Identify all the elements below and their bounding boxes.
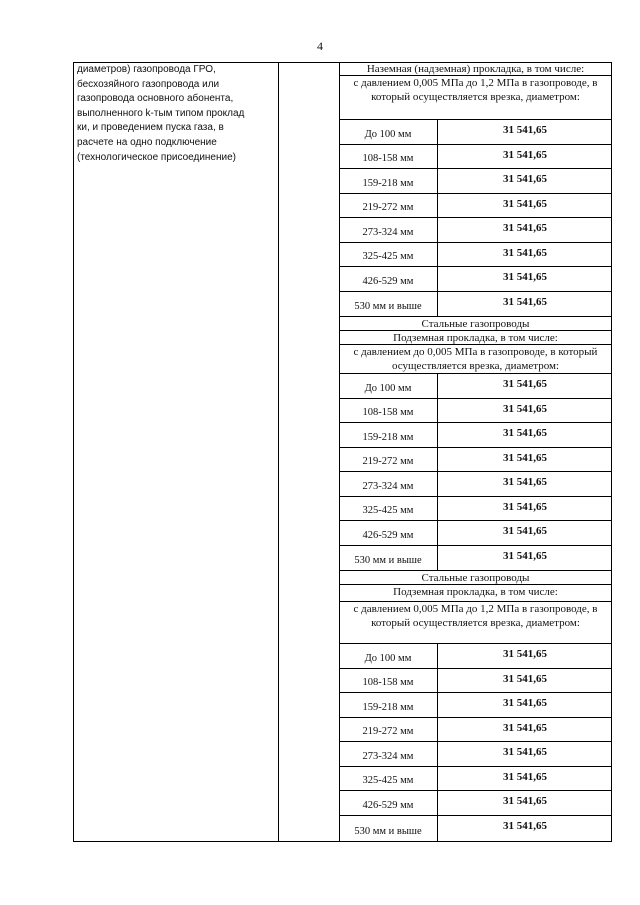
diameter-cell: 530 мм и выше — [339, 816, 438, 842]
table-row — [339, 693, 612, 718]
table-row — [339, 497, 612, 521]
table-row — [339, 399, 612, 423]
price-cell: 31 541,65 — [503, 296, 547, 308]
price-cell: 31 541,65 — [503, 403, 547, 415]
table-row — [339, 644, 612, 669]
price-cell: 31 541,65 — [503, 820, 547, 832]
section-heading-row: Наземная (надземная) прокладка, в том числе: — [339, 62, 612, 76]
diameter-cell: 219-272 мм — [339, 718, 438, 741]
price-cell: 31 541,65 — [503, 795, 547, 807]
price-cell: 31 541,65 — [503, 271, 547, 283]
price-cell: 31 541,65 — [503, 722, 547, 734]
table-row — [339, 194, 612, 218]
section-heading-row: с давлением 0,005 МПа до 1,2 МПа в газопроводе, в который осуществляется врезка, диаметром: — [339, 76, 612, 120]
description-line: ки, и проведением пуска газа, в — [77, 122, 224, 134]
diameter-cell: 108-158 мм — [339, 669, 438, 692]
diameter-cell: 159-218 мм — [339, 423, 438, 447]
description-line: выполненного k-тым типом проклад — [77, 107, 245, 119]
table-row — [339, 267, 612, 292]
page-number: 4 — [317, 39, 323, 53]
table-row — [339, 472, 612, 497]
price-cell: 31 541,65 — [503, 124, 547, 136]
table-row — [339, 767, 612, 791]
table-row — [339, 374, 612, 399]
description-line: расчете на одно подключение — [77, 136, 217, 148]
diameter-cell: 108-158 мм — [339, 399, 438, 422]
diameter-cell: 159-218 мм — [339, 693, 438, 717]
diameter-cell: 325-425 мм — [339, 497, 438, 520]
diameter-cell: 426-529 мм — [339, 791, 438, 815]
diameter-cell: 426-529 мм — [339, 267, 438, 291]
section-heading-row: с давлением 0,005 МПа до 1,2 МПа в газопроводе, в который осуществляется врезка, диаметром: — [339, 602, 612, 644]
diameter-cell: До 100 мм — [339, 644, 438, 668]
table-row — [339, 120, 612, 145]
diameter-cell: 530 мм и выше — [339, 292, 438, 316]
price-cell: 31 541,65 — [503, 501, 547, 513]
table-row — [339, 292, 612, 317]
diameter-cell: 426-529 мм — [339, 521, 438, 545]
column-divider-1 — [278, 62, 279, 842]
description-line: (технологическое присоединение) — [77, 151, 236, 163]
diameter-cell: До 100 мм — [339, 374, 438, 398]
price-cell: 31 541,65 — [503, 427, 547, 439]
table-row — [339, 145, 612, 169]
price-cell: 31 541,65 — [503, 149, 547, 161]
price-cell: 31 541,65 — [503, 222, 547, 234]
table-row — [339, 423, 612, 448]
table-row — [339, 718, 612, 742]
price-cell: 31 541,65 — [503, 648, 547, 660]
description-line: бесхозяйного газопровода или — [77, 78, 220, 90]
diameter-cell: 325-425 мм — [339, 767, 438, 790]
price-cell: 31 541,65 — [503, 746, 547, 758]
diameter-cell: 108-158 мм — [339, 145, 438, 168]
service-description — [77, 63, 277, 165]
description-line: газопровода основного абонента, — [77, 93, 234, 105]
section-heading-row: Подземная прокладка, в том числе: — [339, 331, 612, 345]
price-cell: 31 541,65 — [503, 452, 547, 464]
table-row — [339, 521, 612, 546]
diameter-cell: До 100 мм — [339, 120, 438, 144]
table-row — [339, 218, 612, 243]
table-row — [339, 546, 612, 571]
price-cell: 31 541,65 — [503, 771, 547, 783]
diameter-cell: 530 мм и выше — [339, 546, 438, 570]
table-row — [339, 448, 612, 472]
section-heading-row: Стальные газопроводы — [339, 317, 612, 331]
diameter-cell: 273-324 мм — [339, 742, 438, 766]
price-cell: 31 541,65 — [503, 198, 547, 210]
price-cell: 31 541,65 — [503, 550, 547, 562]
table-row — [339, 243, 612, 267]
description-line: диаметров) газопровода ГРО, — [77, 64, 216, 75]
price-cell: 31 541,65 — [503, 476, 547, 488]
diameter-cell: 273-324 мм — [339, 218, 438, 242]
table-row — [339, 791, 612, 816]
price-cell: 31 541,65 — [503, 247, 547, 259]
price-cell: 31 541,65 — [503, 673, 547, 685]
section-heading-row: Стальные газопроводы — [339, 571, 612, 585]
diameter-cell: 219-272 мм — [339, 194, 438, 217]
diameter-cell: 273-324 мм — [339, 472, 438, 496]
diameter-price-rows — [339, 62, 612, 842]
section-heading-row: с давлением до 0,005 МПа в газопроводе, в который осуществляется врезка, диаметром: — [339, 345, 612, 374]
table-row — [339, 742, 612, 767]
section-heading-row: Подземная прокладка, в том числе: — [339, 585, 612, 602]
price-cell: 31 541,65 — [503, 378, 547, 390]
diameter-cell: 219-272 мм — [339, 448, 438, 471]
price-cell: 31 541,65 — [503, 697, 547, 709]
diameter-cell: 325-425 мм — [339, 243, 438, 266]
diameter-cell: 159-218 мм — [339, 169, 438, 193]
table-row — [339, 169, 612, 194]
price-cell: 31 541,65 — [503, 173, 547, 185]
table-row — [339, 669, 612, 693]
table-row — [339, 816, 612, 842]
price-cell: 31 541,65 — [503, 525, 547, 537]
